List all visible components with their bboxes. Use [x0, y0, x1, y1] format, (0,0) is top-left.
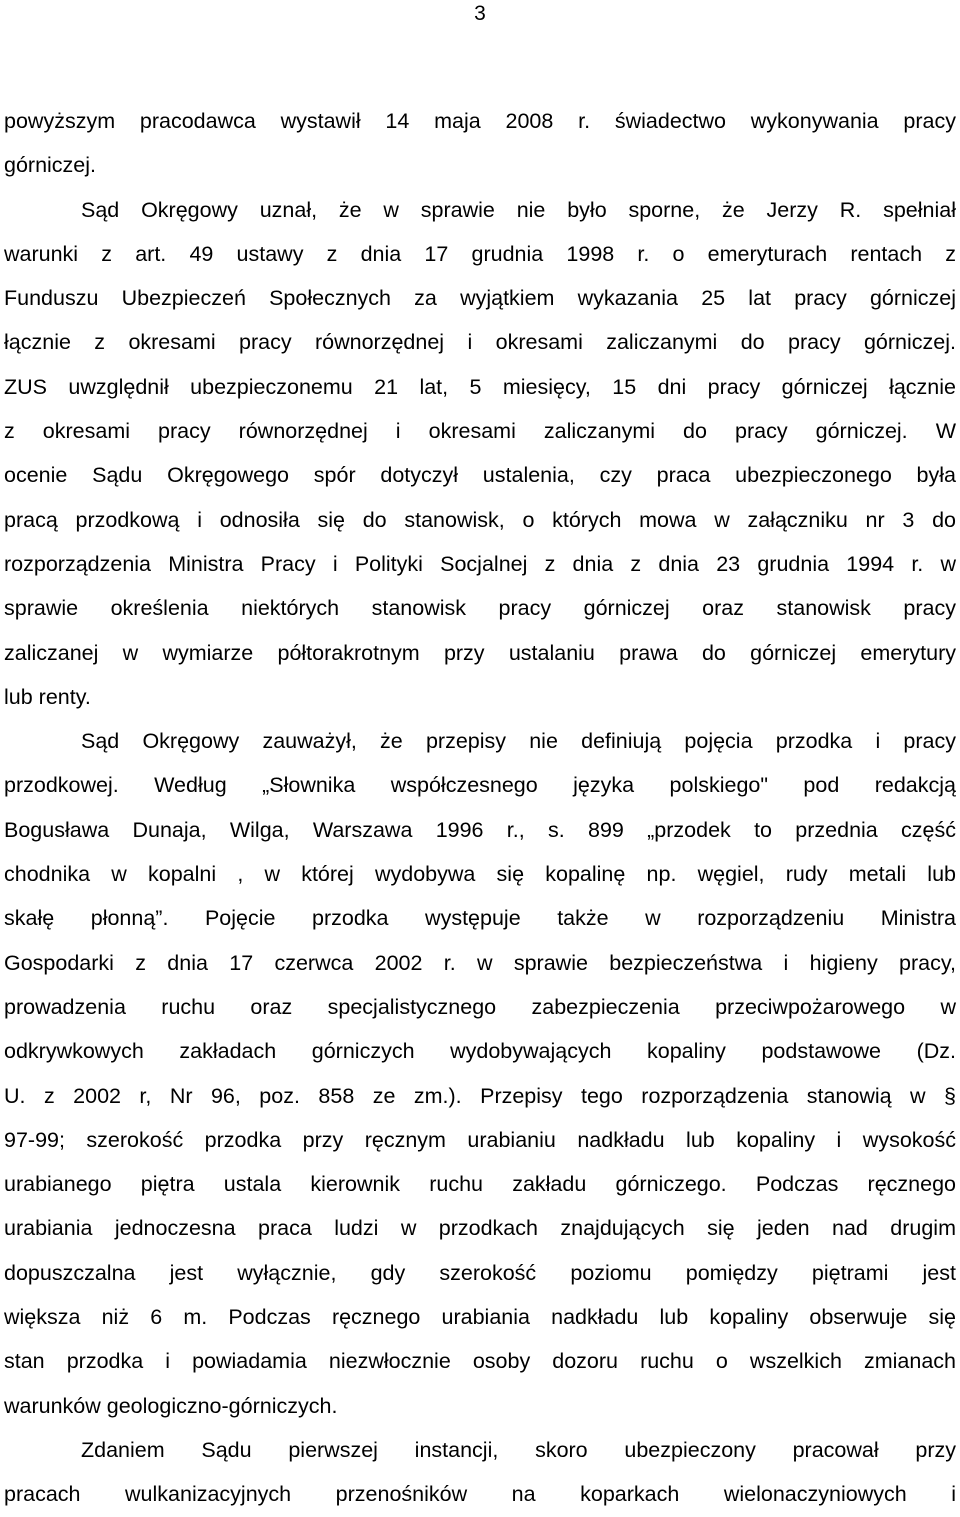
- text-line: Sąd Okręgowy zauważył, że przepisy nie definiują pojęcia przodka i pracy: [81, 729, 956, 754]
- text-line: przodkowej. Według „Słownika współczesnego języka polskiego" pod redakcją: [4, 773, 956, 798]
- text-line: urabiania jednoczesna praca ludzi w przodkach znajdujących się jeden nad drugim: [4, 1216, 956, 1241]
- paragraph: [4, 719, 956, 1428]
- text-line: ocenie Sądu Okręgowego spór dotyczył ustalenia, czy praca ubezpieczonego była: [4, 463, 956, 488]
- text-line: zaliczanej w wymiarze półtorakrotnym przy ustalaniu prawa do górniczej emerytury: [4, 640, 956, 665]
- text-line: Zdaniem Sądu pierwszej instancji, skoro ubezpieczony pracował przy: [81, 1437, 956, 1462]
- text-line: warunków geologiczno-górniczych.: [4, 1393, 338, 1418]
- document-body: [4, 99, 956, 1517]
- paragraph: [4, 188, 956, 720]
- text-line: U. z 2002 r, Nr 96, poz. 858 ze zm.). Przepisy tego rozporządzenia stanowią w §: [4, 1083, 956, 1108]
- text-line: dopuszczalna jest wyłącznie, gdy szerokość poziomu pomiędzy piętrami jest: [4, 1260, 956, 1285]
- text-line: pracach wulkanizacyjnych przenośników na koparkach wielonaczyniowych i: [4, 1482, 956, 1507]
- paragraph: [4, 99, 956, 188]
- text-line: Bogusława Dunaja, Wilga, Warszawa 1996 r., s. 899 „przodek to przednia część: [4, 817, 956, 842]
- text-line: warunki z art. 49 ustawy z dnia 17 grudnia 1998 r. o emeryturach rentach z: [4, 241, 956, 266]
- text-line: lub renty.: [4, 684, 91, 709]
- text-line: łącznie z okresami pracy równorzędnej i okresami zaliczanymi do pracy górniczej.: [4, 330, 956, 355]
- text-line: stan przodka i powiadamia niezwłocznie osoby dozoru ruchu o wszelkich zmianach: [4, 1349, 956, 1374]
- text-line: prowadzenia ruchu oraz specjalistycznego zabezpieczenia przeciwpożarowego w: [4, 994, 956, 1019]
- text-line: powyższym pracodawca wystawił 14 maja 2008 r. świadectwo wykonywania pracy: [4, 109, 956, 133]
- text-line: odkrywkowych zakładach górniczych wydobywających kopaliny podstawowe (Dz.: [4, 1039, 956, 1064]
- page-number: 3: [474, 2, 486, 25]
- text-line: sprawie określenia niektórych stanowisk pracy górniczej oraz stanowisk pracy: [4, 596, 956, 621]
- text-line: większa niż 6 m. Podczas ręcznego urabiania nadkładu lub kopaliny obserwuje się: [4, 1305, 956, 1330]
- text-line: górniczej.: [4, 153, 97, 178]
- text-line: Gospodarki z dnia 17 czerwca 2002 r. w sprawie bezpieczeństwa i higieny pracy,: [4, 950, 956, 975]
- paragraph: [4, 1428, 956, 1517]
- text-line: rozporządzenia Ministra Pracy i Polityki Socjalnej z dnia z dnia 23 grudnia 1994 r. w: [4, 551, 956, 576]
- text-line: z okresami pracy równorzędnej i okresami zaliczanymi do pracy górniczej. W: [4, 419, 956, 444]
- text-line: Funduszu Ubezpieczeń Społecznych za wyjątkiem wykazania 25 lat pracy górniczej: [4, 286, 956, 311]
- text-line: 97-99; szerokość przodka przy ręcznym urabianiu nadkładu lub kopaliny i wysokość: [4, 1127, 956, 1152]
- text-line: urabianego piętra ustala kierownik ruchu zakładu górniczego. Podczas ręcznego: [4, 1172, 956, 1197]
- text-line: pracą przodkową i odnosiła się do stanowisk, o których mowa w załączniku nr 3 do: [4, 507, 956, 532]
- text-line: Sąd Okręgowy uznał, że w sprawie nie było sporne, że Jerzy R. spełniał: [81, 197, 956, 222]
- text-line: chodnika w kopalni , w której wydobywa się kopalinę np. węgiel, rudy metali lub: [4, 862, 956, 887]
- text-line: ZUS uwzględnił ubezpieczonemu 21 lat, 5 miesięcy, 15 dni pracy górniczej łącznie: [4, 374, 956, 399]
- text-line: skałę płonną”. Pojęcie przodka występuje także w rozporządzeniu Ministra: [4, 906, 956, 931]
